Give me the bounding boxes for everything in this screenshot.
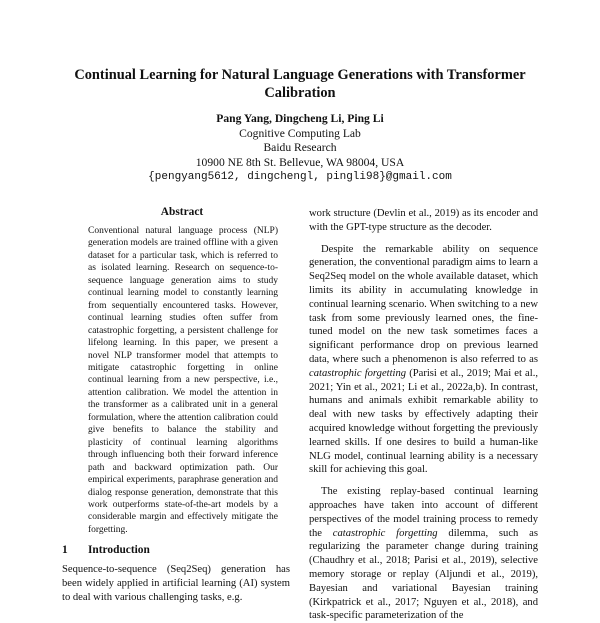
- affiliation-org: Baidu Research: [263, 141, 337, 154]
- section-heading-introduction: [62, 544, 150, 556]
- right-column: [309, 207, 538, 623]
- emphasis-term: catastrophic forgetting: [332, 527, 438, 539]
- emphasis-term: catastrophic forgetting: [309, 367, 407, 379]
- author-emails: {pengyang5612, dingchengl, pingli98}@gmail.com: [148, 171, 452, 183]
- paragraph-text: dilemma, such as regularizing the parameter change during training (Chaudhry et al., 2018; Parisi et al., 2019), selective memory storage or replay (Aljundi et al., 2019), Bayesian and variational Bayesian training (Kirkpatrick et al., 2017; Nguyen et al., 2018), and task-specific parameterization of the: [309, 527, 538, 622]
- paragraph-replay: [309, 485, 538, 623]
- paragraph-continuation: work structure (Devlin et al., 2019) as its encoder and with the GPT-type structure as the decoder.: [309, 208, 538, 233]
- paragraph-text: Despite the remarkable ability on sequence generation, the conventional paradigm aims to learn a Seq2Seq model on the whole available dataset, which limits its ability in accumulating knowledge in continual learning scenario. When switching to a new task from some previously learned ones, the fine-tuned model on the new task sometimes faces a significant performance drop on previous learned data, where such a phenomenon is also referred to as: [309, 243, 538, 365]
- introduction-text: Sequence-to-sequence (Seq2Seq) generation has been widely applied in artificial learning (AI) system to deal with various challenging tasks, e.g.: [62, 564, 290, 603]
- affiliation-lab: Cognitive Computing Lab: [239, 126, 361, 140]
- section-title: Introduction: [88, 544, 150, 556]
- paragraph-text: The existing replay-based continual learning approaches have taken into account of different perspectives of the model training process to remedy the: [309, 486, 538, 539]
- paragraph-text: (Parisi et al., 2019; Mai et al., 2021; Yin et al., 2021; Li et al., 2022a,b). In contrast, humans and animals exhibit remarkable ability to deal with new tasks by effectively adapting their acquired knowledge without forgetting the previously learned skills. If one desires to build a human-like NLG model, continual learning ability is a necessary skill for achieving this goal.: [309, 367, 538, 476]
- abstract-text: Conventional natural language process (NLP) generation models are trained offline with a given dataset for a particular task, which is referred to as isolated learning. Research on sequence-to-sequence language generation aims to study continual learning model to constantly learning from sequentially encountered tasks. However, continual learning studies often suffer from catastrophic forgetting, a persistent challenge for lifelong learning. In this paper, we present a novel NLP transformer model that attempts to mitigate catastrophic forgetting in online continual learning from a new perspective, i.e., attention calibration. We model the attention in the transformer as a calibrated unit in a general formulation, where the attention calibration could give benefits to balance the stability and plasticity of continual learning algorithms through influencing both their forward inference path and backward optimization path. Our empirical experiments, paraphrase generation and dialog response generation, demonstrate that this work outperforms state-of-the-art models by a considerable margin and effectively mitigate the forgetting.: [88, 226, 278, 535]
- paper-title: Continual Learning for Natural Language Generations with Transformer Calibration: [74, 67, 526, 101]
- paragraph-forgetting: [309, 243, 538, 478]
- author-names: Pang Yang, Dingcheng Li, Ping Li: [216, 112, 384, 125]
- author-block: [60, 112, 540, 185]
- section-number: 1: [62, 544, 68, 556]
- abstract-heading: Abstract: [160, 206, 204, 218]
- affiliation-address: 10900 NE 8th St. Bellevue, WA 98004, USA: [195, 155, 405, 169]
